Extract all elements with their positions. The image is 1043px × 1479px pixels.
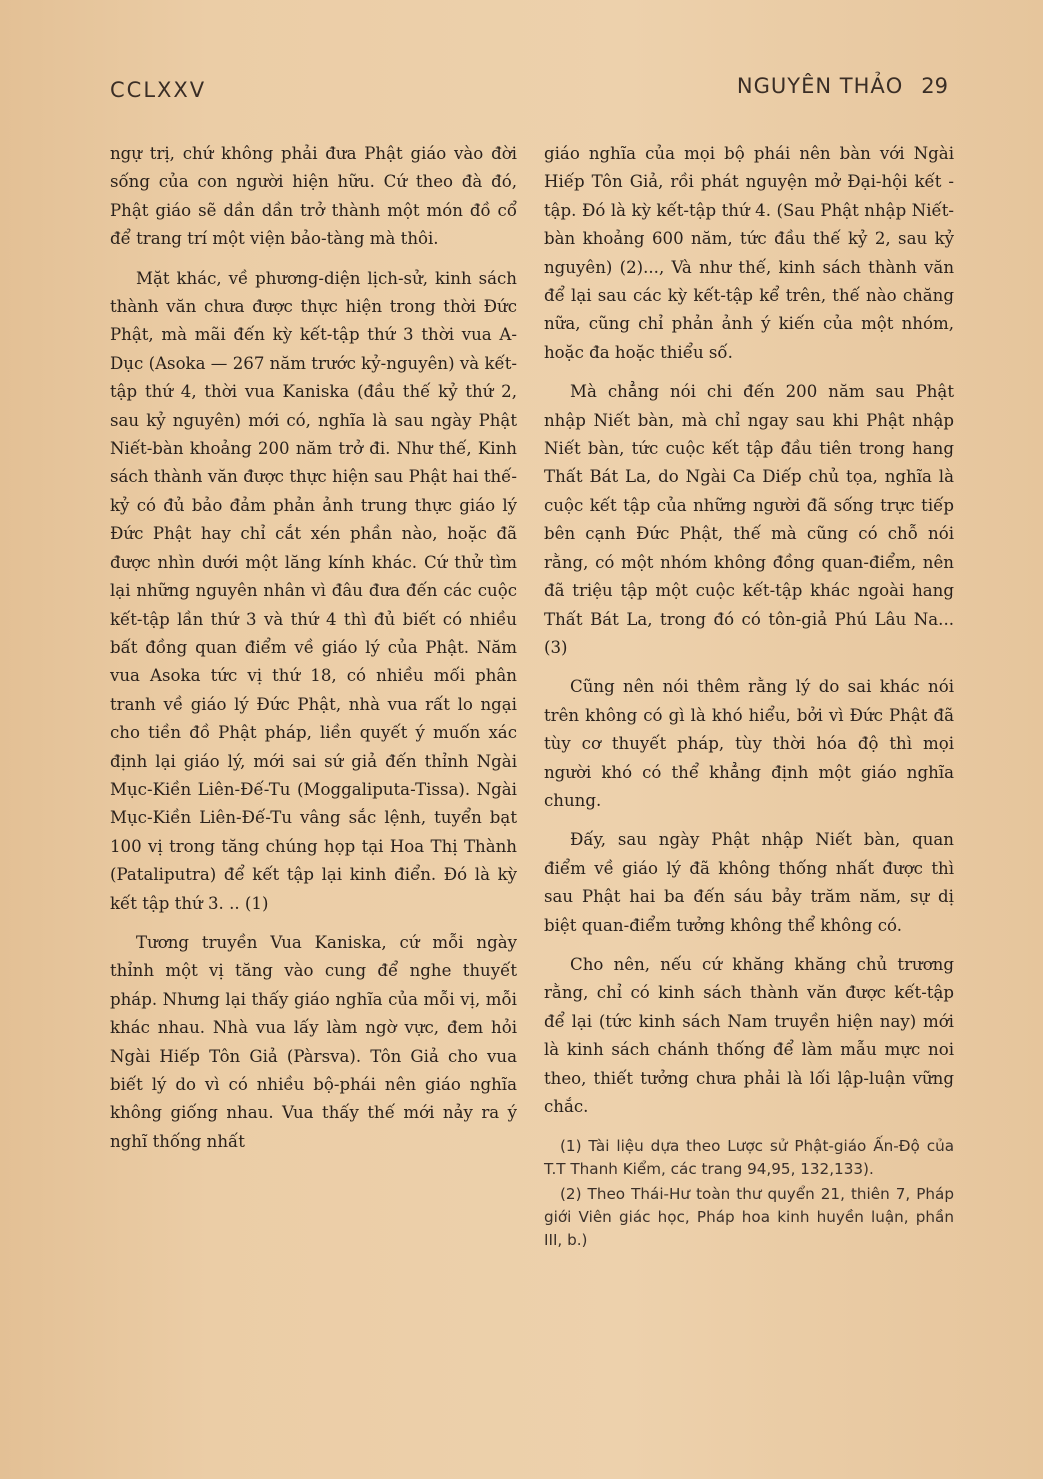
- running-title: NGUYÊN THẢO: [736, 74, 904, 98]
- footnote: (1) Tài liệu dựa theo Lược sử Phật-giáo Ấn-Độ của T.T Thanh Kiểm, các trang 94,95, 132,133).: [544, 1137, 954, 1179]
- running-head: [737, 74, 948, 98]
- paragraph: giáo nghĩa của mọi bộ phái nên bàn với Ngài Hiếp Tôn Giả, rồi phát nguyện mở Đại-hội kết - tập. Đó là kỳ kết-tập thứ 4. (Sau Phật nhập Niết-bàn khoảng 600 năm, tức đầu thế kỷ 2, sau kỷ nguyên) (2)..., Và như thế, kinh sách thành văn để lại sau các kỳ kết-tập kể trên, thế nào chăng nữa, cũng chỉ phản ảnh ý kiến của một nhóm, hoặc đa hoặc thiểu số.: [544, 144, 954, 362]
- paragraph: Đấy, sau ngày Phật nhập Niết bàn, quan điểm về giáo lý đã không thống nhất được thì sau Phật hai ba đến sáu bảy trăm năm, sự dị biệt quan-điểm tưởng không thể không có.: [544, 830, 954, 935]
- folio-number: CCLXXV: [110, 78, 207, 102]
- paragraph: Cho nên, nếu cứ khăng khăng chủ trương rằng, chỉ có kinh sách thành văn được kết-tập để lại (tức kinh sách Nam truyền hiện nay) mới là kinh sách chánh thống để làm mẫu mực noi theo, thiết tưởng chưa phải là lối lập-luận vững chắc.: [544, 954, 954, 1116]
- footnotes: [544, 1135, 954, 1252]
- right-column: [544, 140, 954, 1254]
- page-number: 29: [921, 74, 948, 98]
- left-column: [110, 140, 517, 1167]
- paragraph: Cũng nên nói thêm rằng lý do sai khác nói trên không có gì là khó hiểu, bởi vì Đức Phật đã tùy cơ thuyết pháp, tùy thời hóa độ thì mọi người khó có thể khẳng định một giáo nghĩa chung.: [544, 677, 954, 810]
- paragraph: Mặt khác, về phương-diện lịch-sử, kinh sách thành văn chưa được thực hiện trong thời Đức Phật, mà mãi đến kỳ kết-tập thứ 3 thời vua A-Dục (Asoka — 267 năm trước kỷ-nguyên) và kết-tập thứ 4, thời vua Kaniska (đầu thế kỷ thứ 2, sau kỷ nguyên) mới có, nghĩa là sau ngày Phật Niết-bàn khoảng 200 năm trở đi. Như thế, Kinh sách thành văn được thực hiện sau Phật hai thế-kỷ có đủ bảo đảm phản ảnh trung thực giáo lý Đức Phật hay chỉ cắt xén phần nào, hoặc đã được nhìn dưới một lăng kính khác. Cứ thử tìm lại những nguyên nhân vì đâu đưa đến các cuộc kết-tập lần thứ 3 và thứ 4 thì đủ biết có nhiều bất đồng quan điểm về giáo lý của Phật. Năm vua Asoka tức vị thứ 18, có nhiều mối phân tranh về giáo lý Đức Phật, nhà vua rất lo ngại cho tiền đồ Phật pháp, liền quyết ý muốn xác định lại giáo lý, mới sai sứ giả đến thỉnh Ngài Mục-Kiền Liên-Đế-Tu (Moggaliputa-Tissa). Ngài Mục-Kiền Liên-Đế-Tu vâng sắc lệnh, tuyển bạt 100 vị trong tăng chúng họp tại Hoa Thị Thành (Pataliputra) để kết tập lại kinh điển. Đó là kỳ kết tập thứ 3. .. (1): [110, 268, 517, 913]
- footnote: (2) Theo Thái-Hư toàn thư quyển 21, thiên 7, Pháp giới Viên giác học, Pháp hoa kinh huyền luận, phần III, b.): [544, 1185, 954, 1250]
- paragraph: ngự trị, chứ không phải đưa Phật giáo vào đời sống của con người hiện hữu. Cứ theo đà đó, Phật giáo sẽ dần dần trở thành một món đồ cổ để trang trí một viện bảo-tàng mà thôi.: [110, 144, 517, 249]
- paragraph: Mà chẳng nói chi đến 200 năm sau Phật nhập Niết bàn, mà chỉ ngay sau khi Phật nhập Niết bàn, tức cuộc kết tập đầu tiên trong hang Thất Bát La, do Ngài Ca Diếp chủ tọa, nghĩa là cuộc kết tập của những người đã sống trực tiếp bên cạnh Đức Phật, thế mà cũng có chỗ nói rằng, có một nhóm không đồng quan-điểm, nên đã triệu tập một cuộc kết-tập khác ngoài hang Thất Bát La, trong đó có tôn-giả Phú Lâu Na... (3): [544, 382, 954, 657]
- paragraph: Tương truyền Vua Kaniska, cứ mỗi ngày thỉnh một vị tăng vào cung để nghe thuyết pháp. Nhưng lại thấy giáo nghĩa của mỗi vị, mỗi khác nhau. Nhà vua lấy làm ngờ vực, đem hỏi Ngài Hiếp Tôn Giả (Pàrsva). Tôn Giả cho vua biết lý do vì có nhiều bộ-phái nên giáo nghĩa không giống nhau. Vua thấy thế mới nảy ra ý nghĩ thống nhất: [110, 932, 517, 1151]
- page-header: [110, 74, 948, 108]
